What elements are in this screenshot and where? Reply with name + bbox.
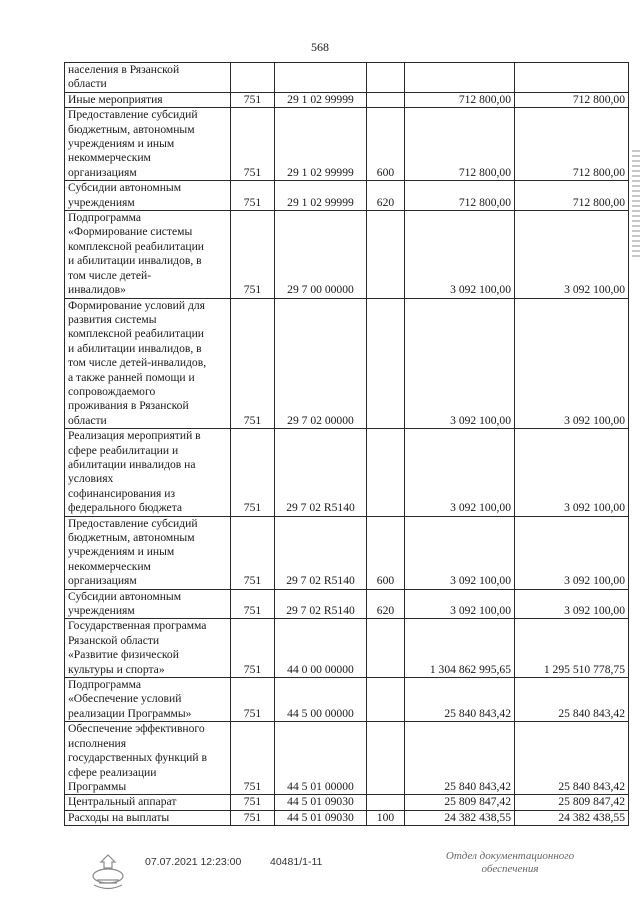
expense-name-cell — [65, 678, 231, 722]
admin-code-cell: 751 — [231, 516, 275, 589]
expense-name-line: абилитации инвалидов на — [68, 457, 196, 471]
expense-type-cell — [367, 211, 405, 298]
expense-name-line: Подпрограмма — [68, 211, 141, 225]
expense-name-cell — [65, 298, 231, 429]
table-row — [65, 63, 629, 93]
expense-type-cell: 600 — [367, 108, 405, 181]
signature-stamp-icon — [88, 852, 128, 894]
table-row — [65, 92, 629, 107]
table-row — [65, 516, 629, 589]
expense-name-line: Формирование условий для — [68, 298, 205, 312]
expense-name-cell — [65, 429, 231, 516]
table-row — [65, 722, 629, 795]
amount-year-2-cell: 3 092 100,00 — [515, 211, 629, 298]
expense-name-line: федерального бюджета — [68, 501, 183, 515]
amount-year-1-cell: 3 092 100,00 — [405, 211, 515, 298]
amount-year-1-cell: 712 800,00 — [405, 92, 515, 107]
expense-name-cell — [65, 810, 231, 825]
amount-year-2-cell: 712 800,00 — [515, 108, 629, 181]
expense-name-line: Обеспечение эффективного — [68, 722, 205, 736]
target-article-cell: 44 5 00 00000 — [275, 678, 367, 722]
expense-name-cell — [65, 181, 231, 211]
expense-name-line: бюджетным, автономным — [68, 531, 195, 544]
amount-year-1-cell: 3 092 100,00 — [405, 298, 515, 429]
expense-type-cell — [367, 795, 405, 810]
admin-code-cell: 751 — [231, 619, 275, 678]
target-article-cell: 29 7 02 R5140 — [275, 429, 367, 516]
target-article-cell: 29 7 00 00000 — [275, 211, 367, 298]
expense-name-line: условиях — [68, 472, 114, 486]
admin-code-cell: 751 — [231, 722, 275, 795]
expense-name-cell — [65, 619, 231, 678]
table-row — [65, 589, 629, 619]
amount-year-1-cell: 24 382 438,55 — [405, 810, 515, 825]
expense-name-line: культуры и спорта» — [68, 662, 165, 676]
target-article-cell: 29 7 02 00000 — [275, 298, 367, 429]
target-article-cell — [275, 63, 367, 93]
admin-code-cell: 751 — [231, 795, 275, 810]
admin-code-cell: 751 — [231, 589, 275, 619]
amount-year-1-cell: 3 092 100,00 — [405, 429, 515, 516]
expense-type-cell — [367, 429, 405, 516]
expense-name-line: софинансирования из — [68, 486, 176, 500]
expense-name-line: Субсидии автономным — [68, 589, 182, 603]
admin-code-cell: 751 — [231, 678, 275, 722]
expense-name-line: «Формирование системы — [68, 225, 193, 239]
budget-table-body — [65, 63, 629, 826]
table-row — [65, 795, 629, 810]
department-line: обеспечения — [481, 863, 539, 875]
expense-name-line: учреждениям — [68, 195, 135, 209]
amount-year-2-cell: 1 295 510 778,75 — [515, 619, 629, 678]
expense-name-line: исполнения — [68, 736, 127, 750]
expense-type-cell — [367, 619, 405, 678]
expense-name-line: «Развитие физической — [68, 648, 179, 662]
expense-name-line: том числе детей-инвалидов, — [68, 356, 207, 370]
table-row — [65, 619, 629, 678]
admin-code-cell: 751 — [231, 181, 275, 211]
admin-code-cell: 751 — [231, 429, 275, 516]
table-row — [65, 429, 629, 516]
expense-name-line: области — [68, 413, 107, 427]
expense-name-cell — [65, 722, 231, 795]
expense-name-line: Подпрограмма — [68, 678, 141, 692]
amount-year-2-cell: 712 800,00 — [515, 92, 629, 107]
expense-name-line: Государственная программа — [68, 619, 207, 633]
expense-name-line: проживания в Рязанской — [68, 399, 189, 413]
expense-name-line: организациям — [68, 165, 137, 179]
expense-name-line: инвалидов» — [68, 283, 126, 297]
table-row — [65, 298, 629, 429]
admin-code-cell: 751 — [231, 108, 275, 181]
expense-type-cell — [367, 722, 405, 795]
expense-type-cell — [367, 678, 405, 722]
target-article-cell: 29 1 02 99999 — [275, 181, 367, 211]
expense-name-line: некоммерческим — [68, 151, 151, 165]
expense-name-line: Предоставление субсидий — [68, 516, 198, 530]
admin-code-cell: 751 — [231, 298, 275, 429]
page-number: 568 — [311, 40, 329, 54]
expense-name-line: «Обеспечение условий — [68, 692, 182, 706]
expense-name-cell — [65, 108, 231, 181]
expense-type-cell: 100 — [367, 810, 405, 825]
expense-name-line: Субсидии автономным — [68, 181, 182, 195]
expense-name-line: Центральный аппарат — [68, 795, 177, 809]
scan-edge-marks — [632, 150, 640, 260]
amount-year-1-cell: 3 092 100,00 — [405, 589, 515, 619]
expense-type-cell — [367, 63, 405, 93]
expense-name-line: Предоставление субсидий — [68, 108, 198, 122]
amount-year-2-cell: 24 382 438,55 — [515, 810, 629, 825]
amount-year-1-cell: 25 840 843,42 — [405, 722, 515, 795]
expense-type-cell — [367, 92, 405, 107]
budget-table — [64, 62, 629, 826]
expense-name-line: учреждениям — [68, 604, 135, 618]
expense-type-cell: 620 — [367, 181, 405, 211]
target-article-cell: 29 1 02 99999 — [275, 108, 367, 181]
amount-year-2-cell: 3 092 100,00 — [515, 516, 629, 589]
expense-type-cell — [367, 298, 405, 429]
expense-name-line: том числе детей- — [68, 268, 152, 282]
target-article-cell: 44 5 01 00000 — [275, 722, 367, 795]
expense-name-line: комплексной реабилитации — [68, 239, 204, 253]
expense-name-cell — [65, 63, 231, 93]
admin-code-cell — [231, 63, 275, 93]
expense-name-line: Расходы на выплаты — [68, 810, 170, 824]
amount-year-2-cell: 25 840 843,42 — [515, 722, 629, 795]
target-article-cell: 29 7 02 R5140 — [275, 516, 367, 589]
document-number: 40481/1-11 — [270, 856, 323, 868]
amount-year-1-cell: 1 304 862 995,65 — [405, 619, 515, 678]
expense-name-line: бюджетным, автономным — [68, 122, 195, 136]
expense-name-line: комплексной реабилитации — [68, 327, 204, 341]
target-article-cell: 44 5 01 09030 — [275, 810, 367, 825]
expense-name-line: сопровождаемого — [68, 384, 156, 398]
table-row — [65, 678, 629, 722]
expense-name-line: некоммерческим — [68, 559, 151, 573]
amount-year-1-cell: 712 800,00 — [405, 108, 515, 181]
expense-name-cell — [65, 516, 231, 589]
amount-year-1-cell: 712 800,00 — [405, 181, 515, 211]
document-footer — [0, 848, 640, 898]
expense-name-line: развития системы — [68, 312, 157, 326]
signature-timestamp: 07.07.2021 12:23:00 — [145, 856, 242, 868]
expense-type-cell: 600 — [367, 516, 405, 589]
target-article-cell: 29 1 02 99999 — [275, 92, 367, 107]
expense-name-line: сфере реализации — [68, 765, 157, 779]
expense-name-line: области — [68, 77, 107, 91]
expense-name-cell — [65, 92, 231, 107]
department-line: Отдел документационного — [445, 850, 575, 862]
expense-name-cell — [65, 795, 231, 810]
table-row — [65, 108, 629, 181]
expense-name-line: Рязанской области — [68, 633, 160, 647]
amount-year-2-cell: 3 092 100,00 — [515, 298, 629, 429]
target-article-cell: 44 0 00 00000 — [275, 619, 367, 678]
expense-name-line: и абилитации инвалидов, в — [68, 254, 202, 268]
expense-name-line: Иные мероприятия — [68, 92, 163, 106]
expense-name-line: организациям — [68, 574, 137, 588]
expense-name-cell — [65, 589, 231, 619]
expense-name-cell — [65, 211, 231, 298]
amount-year-2-cell: 25 840 843,42 — [515, 678, 629, 722]
amount-year-2-cell: 712 800,00 — [515, 181, 629, 211]
amount-year-2-cell — [515, 63, 629, 93]
expense-name-line: государственных функций в — [68, 751, 207, 765]
expense-name-line: сфере реабилитации и — [68, 443, 179, 457]
expense-type-cell: 620 — [367, 589, 405, 619]
amount-year-1-cell: 25 809 847,42 — [405, 795, 515, 810]
expense-name-line: учреждениям и иным — [68, 545, 175, 559]
amount-year-1-cell: 3 092 100,00 — [405, 516, 515, 589]
table-row — [65, 181, 629, 211]
expense-name-line: реализации Программы» — [68, 706, 192, 720]
amount-year-1-cell: 25 840 843,42 — [405, 678, 515, 722]
amount-year-2-cell: 3 092 100,00 — [515, 429, 629, 516]
expense-name-line: Программы — [68, 779, 127, 793]
amount-year-2-cell: 25 809 847,42 — [515, 795, 629, 810]
table-row — [65, 211, 629, 298]
admin-code-cell: 751 — [231, 211, 275, 298]
admin-code-cell: 751 — [231, 92, 275, 107]
amount-year-1-cell — [405, 63, 515, 93]
department-stamp — [440, 850, 580, 876]
table-row — [65, 810, 629, 825]
expense-name-line: и абилитации инвалидов, в — [68, 341, 202, 355]
admin-code-cell: 751 — [231, 810, 275, 825]
expense-name-line: населения в Рязанской — [68, 63, 180, 76]
target-article-cell: 44 5 01 09030 — [275, 795, 367, 810]
expense-name-line: Реализация мероприятий в — [68, 429, 201, 443]
expense-name-line: учреждениям и иным — [68, 137, 175, 151]
target-article-cell: 29 7 02 R5140 — [275, 589, 367, 619]
expense-name-line: а также ранней помощи и — [68, 370, 195, 384]
amount-year-2-cell: 3 092 100,00 — [515, 589, 629, 619]
